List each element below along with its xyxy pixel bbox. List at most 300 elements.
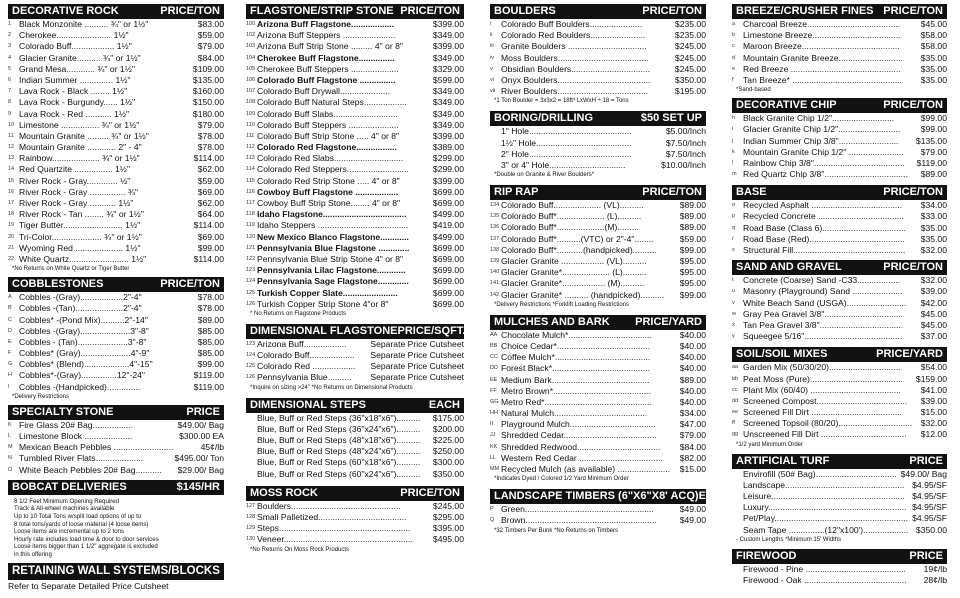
item-name: Indian Summer Chip 3/8"......................... — [743, 135, 899, 146]
section-title: LANDSCAPE TIMBERS (6"X6"X8' ACQ) — [494, 490, 699, 503]
item-price: 19¢/lb — [923, 563, 947, 574]
item-code: s — [732, 247, 735, 253]
section-unit: PRICE/TON — [883, 261, 943, 274]
item-price: $114.00 — [193, 220, 224, 231]
item-name: Colorado Buff Natural Steps.................. — [257, 97, 407, 108]
item-code: x — [732, 321, 735, 328]
dimensional-flagstone-section — [246, 324, 464, 392]
section-title: SOIL/SOIL MIXES — [736, 348, 828, 361]
item-name: Turkish Copper Slate....................... — [257, 287, 398, 298]
item-price: $95.00 — [679, 267, 706, 278]
section-unit: EACH — [428, 398, 460, 411]
item-code: a — [732, 21, 736, 27]
item-price: $699.00 — [432, 242, 464, 253]
item-name: Blue, Buff or Red Steps (48"x18"x6").......... — [257, 435, 421, 445]
bullet-item: Hourly rate includes load time & door to door services — [14, 535, 159, 543]
item-code — [246, 424, 257, 435]
price-row — [490, 515, 706, 526]
item-code: l — [732, 159, 734, 166]
item-name: Blue, Buff or Red Steps (36"x18"x6").......... — [257, 412, 421, 423]
item-name: Forest Black*......................................... — [501, 363, 650, 374]
price-row — [8, 19, 224, 30]
price-row — [8, 359, 224, 370]
flagstone-section — [246, 4, 464, 318]
price-row — [246, 109, 464, 120]
price-row — [490, 419, 706, 430]
item-price: $300.00 — [432, 457, 464, 468]
item-name: Mountain Granite ............ 2" - 4" — [19, 142, 142, 153]
item-price: $89.00 — [679, 211, 706, 222]
price-row — [8, 187, 224, 198]
item-price: $135.00 — [192, 74, 224, 85]
price-row — [490, 397, 706, 408]
item-price: $245.00 — [674, 52, 706, 63]
section-note: * No Returns on Flagstone Products — [250, 310, 347, 317]
section-header — [246, 398, 464, 413]
price-row — [732, 19, 947, 30]
price-row — [490, 86, 706, 97]
item-name: Firewood - Pine .......................................... — [743, 563, 906, 574]
item-name: White Beach Sand (USGA)......................... — [743, 297, 907, 308]
item-price: $5.00/Inch — [665, 126, 706, 137]
item-name: Shredded Redwood................................... — [501, 441, 661, 452]
item-name: Small Palletized..................................... — [257, 511, 407, 522]
item-price: $84.00 — [679, 441, 706, 452]
price-row — [246, 276, 464, 287]
item-name: Cobbles -(Gray)..................2"-4" — [19, 292, 142, 303]
section-title: BREEZE/CRUSHER FINES — [736, 5, 874, 17]
item-name: Screened Fill Dirt ...................................... — [743, 407, 903, 418]
price-row — [8, 164, 224, 175]
item-name: Choice Cedar*....................................... — [501, 340, 651, 351]
item-price: $12.00 — [920, 429, 947, 440]
price-row — [490, 341, 706, 352]
price-row — [8, 465, 224, 476]
price-row — [732, 75, 947, 86]
section-title: SAND AND GRAVEL — [736, 261, 842, 274]
price-row — [8, 254, 224, 265]
price-row — [490, 200, 706, 211]
item-code — [732, 575, 743, 586]
item-name: Steps....................................................... — [257, 523, 411, 534]
price-row — [8, 243, 224, 254]
price-row — [8, 64, 224, 75]
item-name: Western Red Cedar ................................... — [501, 452, 663, 463]
item-name: Coffee Mulch*........................................ — [501, 352, 651, 363]
decorative-chip-section — [732, 98, 947, 180]
item-code: v — [490, 65, 493, 72]
item-code: ee — [732, 409, 739, 416]
item-price: $99.00 — [920, 124, 947, 135]
item-code: G — [8, 361, 13, 368]
item-name: Onyx Boulders....................................... — [501, 74, 651, 85]
item-name: Lava Rock - Burgundy...... 1½" — [19, 97, 136, 108]
item-name: Concrete (Coarse) Sand -C33.................. — [743, 275, 901, 286]
price-row — [246, 153, 464, 164]
item-name: Cobbles* (Gray).....................4"-9" — [19, 348, 150, 359]
section-title: SPECIALTY STONE — [12, 405, 114, 418]
item-price: $109.00 — [192, 63, 224, 74]
price-row — [490, 430, 706, 441]
cobblestones-section — [8, 277, 224, 401]
price-row — [490, 149, 706, 160]
item-name: Plant Mix (60/40) ...................................... — [743, 384, 902, 395]
item-name: Limestone ................ ¾" or 1½" — [19, 119, 140, 130]
section-header — [8, 405, 224, 420]
item-name: Colorado Buff*....................(M)......... — [501, 222, 639, 233]
price-row — [8, 348, 224, 359]
section-title: BOBCAT DELIVERIES — [12, 480, 127, 493]
price-row — [246, 243, 464, 254]
item-name: Masonry (Playground) Sand ..................... — [743, 286, 903, 297]
price-row — [246, 501, 464, 512]
item-code: vii — [490, 88, 496, 95]
bullet-item: 8 1/2 Feet Minimum Opening Required — [14, 497, 120, 505]
item-price: $15.00 — [679, 464, 706, 474]
price-row — [490, 442, 706, 453]
item-name: Arizona Buff.................. — [257, 338, 347, 349]
item-name: Limestone Block .................... — [19, 431, 133, 441]
item-code — [490, 149, 501, 160]
section-note: *Inquire on sizing >24" *No Returns on Dimensional Products — [250, 384, 413, 391]
item-name: Arizona Buff Strip Stone ......... 4" or 8" — [257, 41, 403, 52]
section-unit: PRICE/TON — [883, 5, 943, 17]
item-code: 18 — [8, 211, 15, 218]
item-name: Screened Topsoil (80/20)............................... — [743, 418, 913, 429]
item-price: $114.00 — [193, 153, 224, 164]
item-name: White Quartz......................... 1½" — [19, 253, 147, 264]
item-code: II — [490, 421, 494, 428]
item-price: $15.00 — [920, 407, 947, 418]
section-header — [732, 185, 947, 200]
section-unit: PRICE — [909, 454, 943, 467]
item-price: $64.00 — [197, 209, 224, 220]
item-price: $235.00 — [674, 19, 706, 29]
item-price: $35.00 — [920, 63, 947, 74]
section-header — [732, 260, 947, 275]
price-row — [246, 142, 464, 153]
item-code: AA — [490, 331, 498, 338]
item-name: Red Quartzite ................ 1½" — [19, 164, 130, 175]
item-price: $62.00 — [197, 164, 224, 175]
section-title: MOSS ROCK — [250, 486, 318, 499]
price-row — [8, 209, 224, 220]
item-price: $349.00 — [432, 86, 464, 97]
item-code — [732, 469, 743, 480]
item-price: $40.00 — [679, 363, 706, 374]
item-code: 141 — [490, 280, 500, 287]
price-row — [490, 256, 706, 267]
item-code: L — [8, 433, 12, 439]
item-name: Colorado Buff*.................... (L).......... — [501, 211, 642, 222]
section-title: COBBLESTONES — [12, 278, 104, 291]
item-code: 128 — [246, 513, 256, 520]
firewood-section — [732, 549, 947, 586]
item-price: $41.00 — [920, 384, 947, 395]
item-code: 14 — [8, 166, 15, 173]
item-price: $62.00 — [197, 198, 224, 208]
item-code: 115 — [246, 177, 255, 184]
item-name: Grand Mesa............ ¾" or 1½" — [19, 63, 135, 74]
item-code: p — [732, 213, 736, 220]
item-price: $495.00/ Ton — [174, 453, 224, 464]
section-note: *Delivery Restrictions *Forklift Loading Restrictions — [494, 301, 630, 308]
section-note: *Indicates Dyed / Colored 1/2 Yard Minimum Order — [494, 476, 629, 483]
item-price: $32.00 — [920, 245, 947, 255]
section-unit: PRICE/YARD — [876, 348, 943, 361]
column-1 — [8, 4, 224, 596]
item-price: $119.00 — [193, 381, 224, 392]
price-row — [490, 504, 706, 515]
item-name: Colorado Buff Slabs........................... — [257, 108, 398, 119]
price-row — [246, 176, 464, 187]
price-row — [732, 575, 947, 586]
price-row — [8, 382, 224, 393]
item-code: 137 — [490, 235, 500, 242]
item-code: ii — [490, 32, 493, 39]
item-name: 3" or 4" Hole................................ — [501, 159, 626, 170]
item-code: d — [732, 54, 736, 61]
item-price: $85.00 — [197, 348, 224, 359]
item-price: $250.00 — [432, 446, 464, 457]
item-code — [732, 502, 743, 513]
boring-drilling-section — [490, 111, 706, 179]
price-row — [8, 97, 224, 108]
item-code: b — [732, 32, 736, 39]
item-name: Recycled Concrete .................................... — [743, 211, 904, 222]
item-name: Glacier Granite.......... ¾" or 1½" — [19, 52, 141, 63]
price-row — [732, 200, 947, 211]
item-name: Screened Compost...................................... — [743, 395, 908, 406]
item-price: $699.00 — [432, 298, 464, 309]
section-unit: PRICE/TON — [160, 278, 220, 291]
price-row — [732, 564, 947, 575]
item-name: Blue, Buff or Red Steps (60"x24"x6").......... — [257, 468, 421, 479]
item-name: River Boulders...................................... — [501, 86, 649, 97]
item-code: 17 — [8, 200, 15, 206]
section-note: - Custom Lengths *Minimum 15' Widths — [736, 536, 842, 543]
price-row — [732, 385, 947, 396]
price-row — [732, 525, 947, 536]
section-note: *32 Timbers Per Bunk *No Returns on Timbers — [494, 527, 619, 534]
item-price: 28¢/lb — [923, 574, 947, 585]
item-code: I — [8, 383, 10, 390]
price-row — [246, 288, 464, 299]
item-name: Pennsylvania Blue Strip Stone 4" or 8" — [257, 253, 404, 264]
price-row — [246, 75, 464, 86]
item-code: CC — [490, 354, 498, 361]
item-name: Limestone Breeze..................................... — [743, 30, 901, 41]
item-code: 16 — [8, 188, 15, 195]
price-row — [490, 352, 706, 363]
bobcat-bullets — [8, 495, 224, 559]
item-price: $99.00 — [197, 359, 224, 370]
section-title: ARTIFICIAL TURF — [736, 454, 830, 467]
item-price: $79.00 — [197, 41, 224, 52]
price-row — [246, 30, 464, 41]
item-code: gg — [732, 431, 739, 438]
price-row — [490, 453, 706, 464]
item-price: $79.00 — [679, 430, 706, 441]
item-price: $35.00 — [920, 222, 947, 233]
item-name: Colorado Buff Strip Stone ..... 4" or 8" — [257, 130, 400, 141]
item-price: $99.00 — [679, 289, 706, 300]
item-price: $34.00 — [679, 408, 706, 419]
item-code: 12 — [8, 144, 15, 151]
item-code: HH — [490, 410, 498, 417]
section-header — [8, 563, 224, 580]
item-code: 103 — [246, 43, 256, 50]
item-name: Shredded Cedar....................................... — [501, 430, 657, 441]
price-row — [246, 232, 464, 243]
price-row — [732, 418, 947, 429]
item-name: River Rock - Tan ........ ¾" or 1½" — [19, 209, 144, 220]
item-price: $499.00 — [432, 209, 464, 220]
price-row — [732, 53, 947, 64]
item-name: Metro Red*............................................. — [501, 396, 652, 407]
price-row — [490, 267, 706, 278]
item-name: Red Breeze .............................................. — [743, 63, 901, 74]
item-code: f — [732, 76, 734, 83]
price-row — [246, 120, 464, 131]
item-price: $350.00 — [432, 468, 464, 479]
item-name: Moss Boulders...................................... — [501, 52, 649, 63]
item-price: $399.00 — [432, 130, 464, 141]
item-price: $39.00 — [920, 395, 947, 406]
item-code: H — [8, 372, 12, 379]
price-row — [8, 176, 224, 187]
item-name: Playground Mulch.................................... — [501, 419, 656, 430]
item-code: 127 — [246, 502, 256, 509]
item-price: $495.00 — [432, 534, 464, 545]
item-name: White Beach Pebbles 20# Bag........... — [19, 464, 162, 475]
price-row — [246, 19, 464, 30]
item-name: Granite Boulders ................................. — [501, 41, 647, 52]
price-row — [490, 53, 706, 64]
price-row — [8, 53, 224, 64]
item-name: River Rock - Gray ............... ¾" — [19, 186, 139, 197]
item-price: $69.00 — [197, 231, 224, 242]
item-price: $99.00 — [197, 242, 224, 253]
item-code: 102 — [246, 32, 256, 39]
item-price: $35.00 — [920, 74, 947, 85]
item-code: aa — [732, 364, 739, 371]
item-price: $699.00 — [432, 198, 464, 208]
item-name: Brown....................................................... — [501, 515, 657, 526]
item-code — [490, 126, 501, 137]
item-name: Recycled Asphalt ...................................... — [743, 200, 903, 211]
item-name: River Rock - Gray ........... 1½" — [19, 198, 134, 208]
item-price: $349.00 — [432, 108, 464, 119]
item-price: $49.00 — [679, 515, 706, 526]
price-row — [732, 480, 947, 491]
price-row — [490, 138, 706, 149]
item-code — [246, 413, 257, 424]
item-price: $82.00 — [679, 452, 706, 463]
item-price: $399.00 — [432, 175, 464, 186]
item-price: Separate Price Cutsheet — [370, 372, 464, 383]
price-row — [246, 339, 464, 350]
item-name: Metro Brown*......................................... — [501, 385, 651, 396]
item-code — [732, 480, 743, 491]
item-price: $33.00 — [920, 211, 947, 222]
item-price: $419.00 — [432, 220, 464, 231]
item-price: $10.00/Inch — [661, 159, 706, 170]
section-unit: PRICE/TON — [642, 5, 702, 17]
item-price: $85.00 — [197, 325, 224, 336]
item-name: Colorado Buff Flagstone ............... — [257, 74, 396, 85]
item-code: 114 — [246, 166, 255, 173]
item-name: Cobbles -(Gray).....................3"-8" — [19, 325, 149, 336]
price-row — [732, 407, 947, 418]
item-price: $32.00 — [920, 275, 947, 286]
item-price: $32.00 — [920, 418, 947, 429]
price-row — [246, 457, 464, 468]
section-header — [490, 185, 706, 200]
item-code: w — [732, 310, 736, 317]
item-code: LL — [490, 454, 497, 461]
price-row — [490, 330, 706, 341]
item-price: $85.00 — [197, 336, 224, 347]
section-note: *1/2 yard Minimum Order — [736, 441, 804, 448]
item-code: 134 — [490, 202, 500, 209]
item-name: Green...................................................... — [501, 504, 654, 515]
price-row — [732, 362, 947, 373]
item-name: Cherokee Buff Flagstone............... — [257, 52, 395, 63]
section-note: *1 Ton Boulder = 3x3x2 = 18ft³ LxWxH ÷ 18 = Tons — [494, 98, 629, 105]
section-header — [490, 489, 730, 504]
item-code: 136 — [490, 224, 500, 231]
item-name: Arizona Buff Flagstone.................. — [257, 19, 395, 29]
section-title: MULCHES AND BARK — [494, 315, 610, 328]
price-row — [8, 198, 224, 209]
section-header — [732, 347, 947, 362]
item-code: cc — [732, 386, 738, 393]
item-code: F — [8, 350, 12, 357]
item-price: $35.00 — [920, 233, 947, 244]
item-price: $349.00 — [432, 30, 464, 41]
price-row — [732, 158, 947, 169]
section-title: DIMENSIONAL STEPS — [250, 398, 366, 411]
item-name: Rainbow.................... ¾" or 1½" — [19, 153, 140, 164]
bullet-item: 8 total tons/yards of loose material (4 loose items) — [14, 520, 149, 528]
price-row — [246, 446, 464, 457]
item-price: $235.00 — [674, 30, 706, 41]
section-unit: PRICE/TON — [642, 186, 702, 199]
item-price: $83.00 — [197, 19, 224, 29]
item-price: $350.00 — [915, 524, 947, 535]
item-code: i — [732, 126, 734, 133]
item-code: 135 — [490, 213, 500, 220]
price-row — [246, 86, 464, 97]
item-code: j — [732, 137, 734, 144]
item-code: 8 — [8, 99, 12, 106]
section-title: BASE — [736, 186, 767, 199]
item-code: C — [8, 316, 12, 323]
item-name: Arizona Buff Steppers ...................... — [257, 30, 396, 41]
item-price: $54.00 — [920, 362, 947, 373]
item-name: Unscreened Fill Dirt .................................... — [743, 429, 907, 440]
item-code: 15 — [8, 177, 15, 184]
item-code: P — [490, 506, 494, 513]
item-price: $69.00 — [197, 186, 224, 197]
section-unit: $145/HR — [176, 480, 220, 493]
section-header — [732, 98, 947, 113]
item-price: $114.00 — [193, 253, 224, 264]
bullet-item: Up to 10 Total Tons w/split load options of up to — [14, 512, 142, 520]
item-name: Cobbles*-(Gray)...............12"-24" — [19, 370, 145, 381]
item-name: Boulders.............................................. — [257, 500, 401, 511]
